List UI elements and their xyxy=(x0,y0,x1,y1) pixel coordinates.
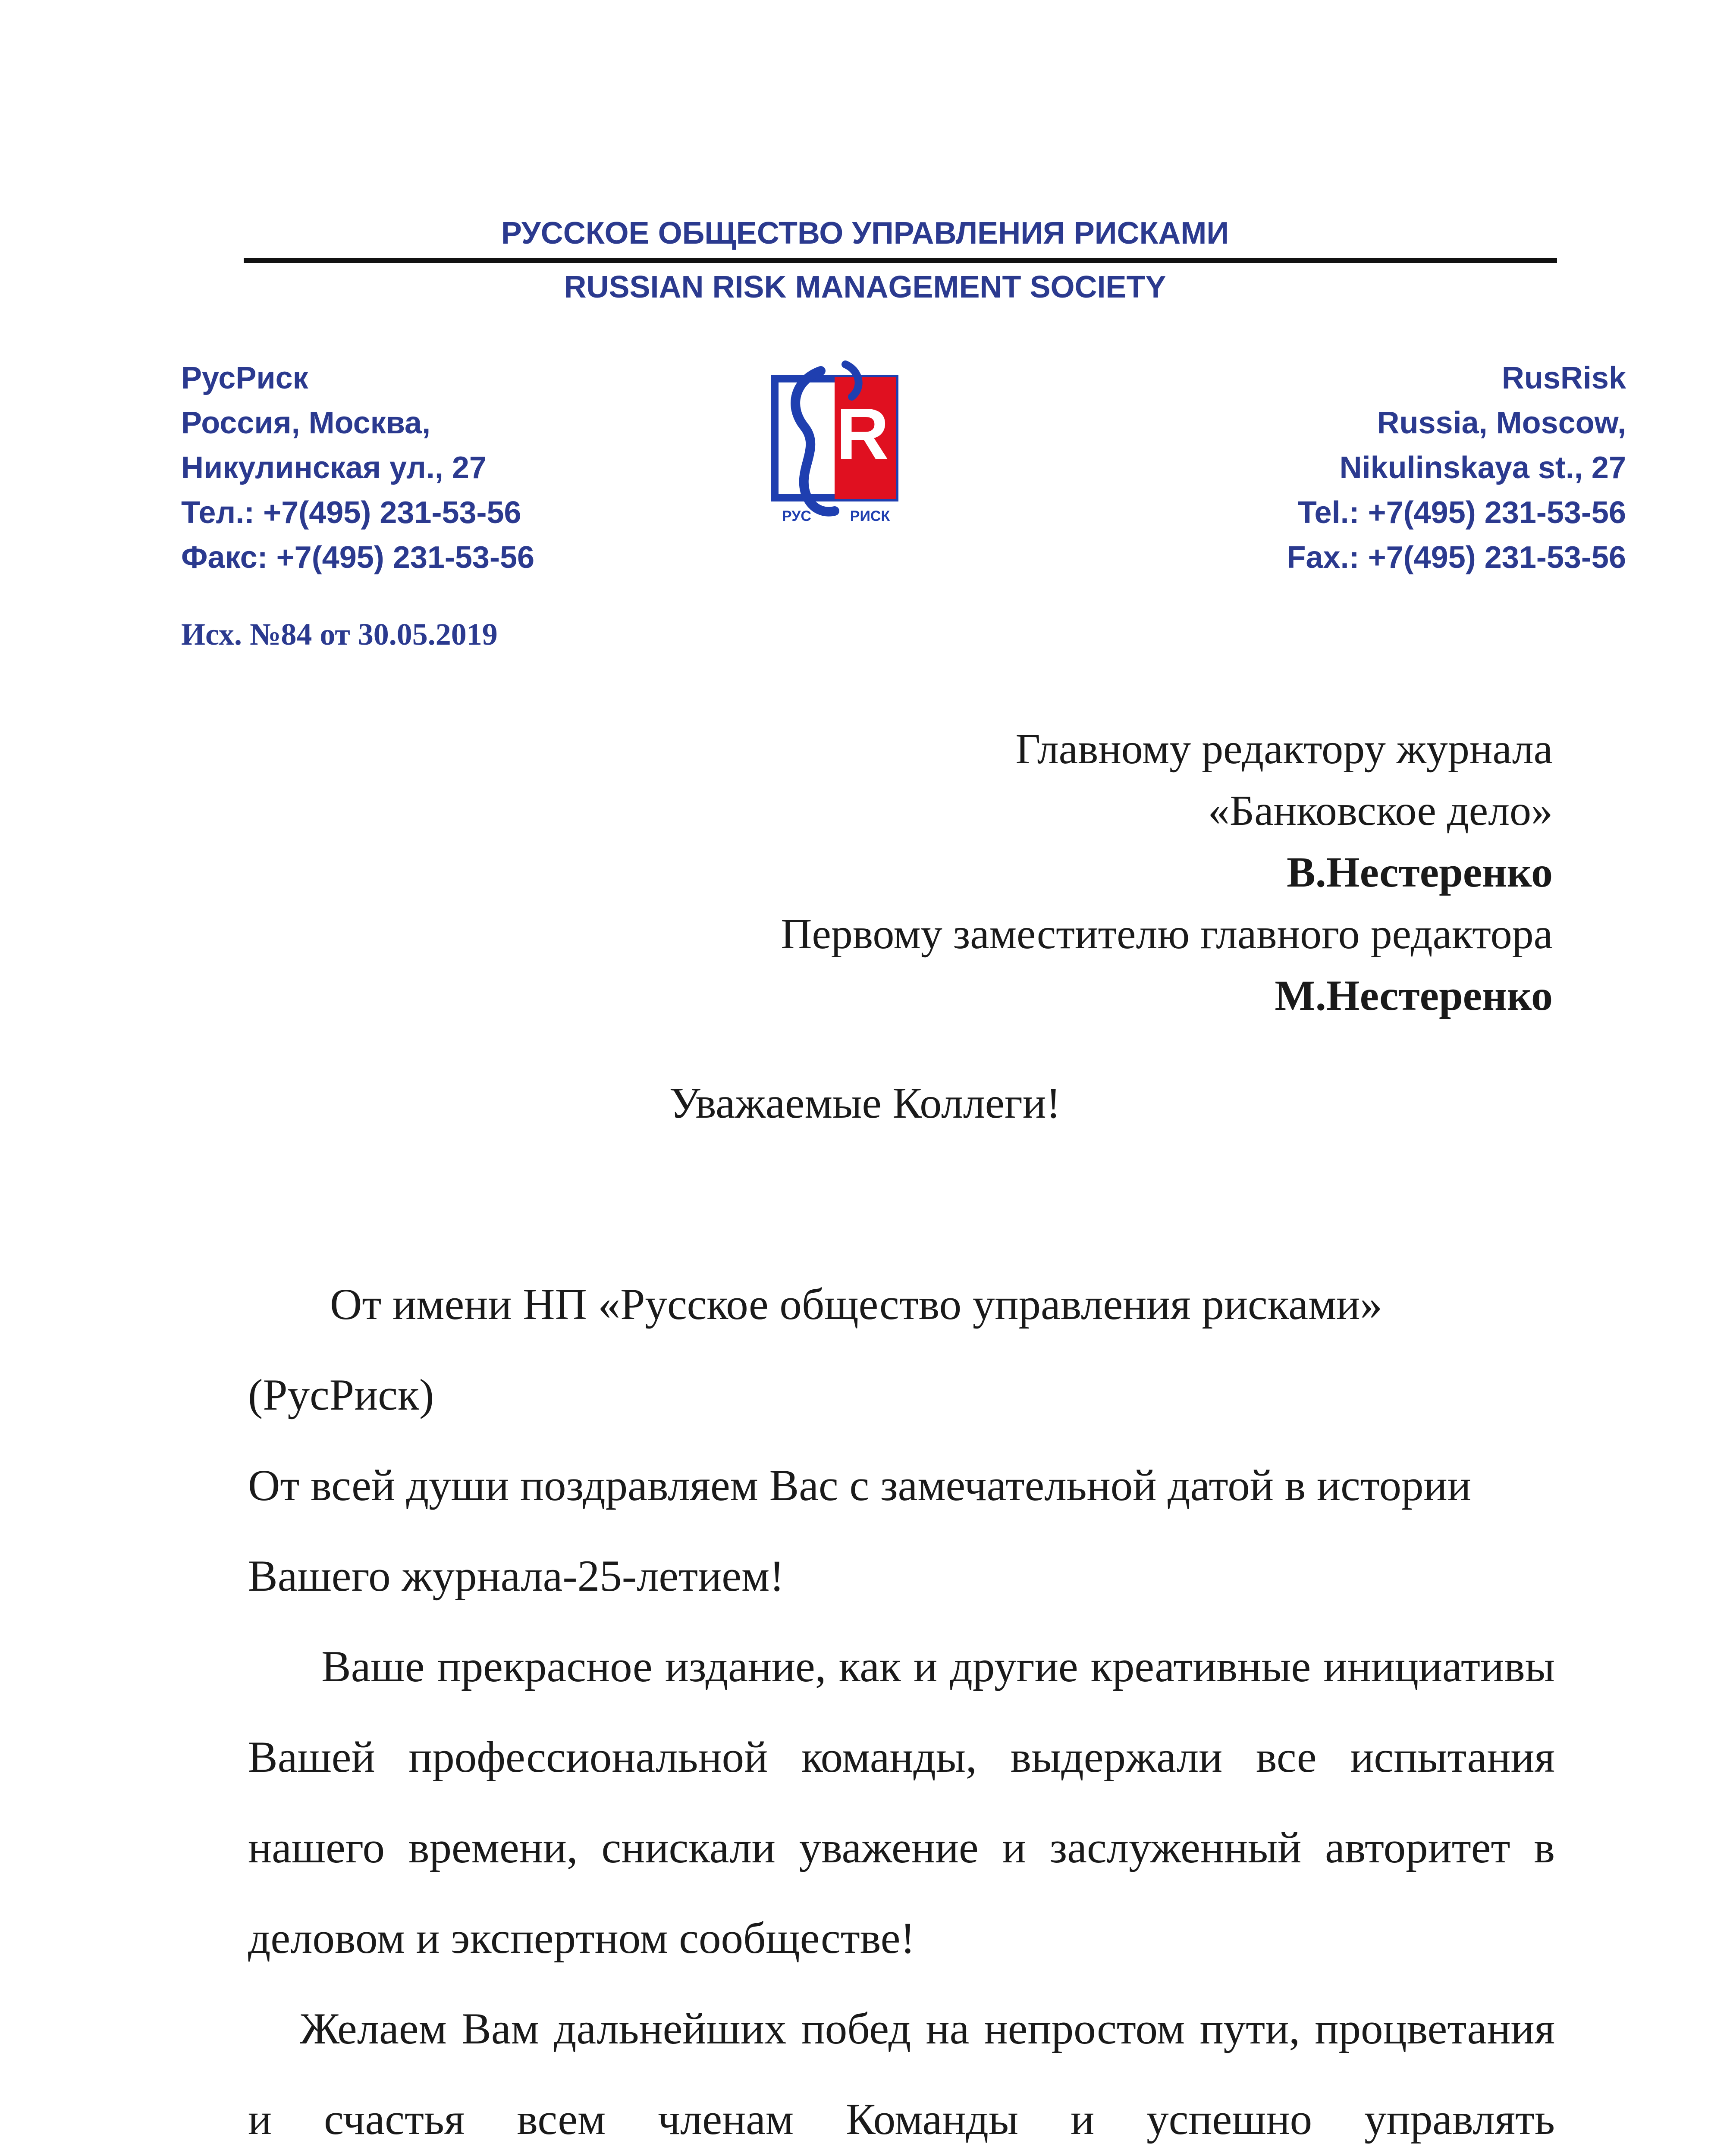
paragraph: Ваше прекрасное издание, как и другие креативные инициативы Вашей профессиональной команды, выдержали все испытания нашего времени, снискали уважение и заслуженный авторитет в деловом и экспертном сообществе! xyxy=(248,1642,1555,1963)
address-en-line: Fax.: +7(495) 231-53-56 xyxy=(1287,540,1626,575)
svg-text:R: R xyxy=(836,393,889,475)
address-en-line: Tel.: +7(495) 231-53-56 xyxy=(1297,495,1626,530)
org-name-ru: РУССКОЕ ОБЩЕСТВО УПРАВЛЕНИЯ РИСКАМИ xyxy=(501,216,1229,251)
paragraph: От имени НП «Русское общество управления рисками» (РусРиск) xyxy=(248,1280,1382,1420)
org-name-en: RUSSIAN RISK MANAGEMENT SOCIETY xyxy=(564,270,1166,304)
addressee-block xyxy=(690,718,1553,1026)
salutation: Уважаемые Коллеги! xyxy=(669,1079,1061,1128)
outgoing-reference: Исх. №84 от 30.05.2019 xyxy=(181,617,498,652)
address-ru-line: Тел.: +7(495) 231-53-56 xyxy=(181,495,521,530)
rusrisk-logo xyxy=(770,354,899,524)
addressee-name: М.Нестеренко xyxy=(1275,971,1553,1019)
address-en xyxy=(1251,356,1626,580)
address-ru-line: Факс: +7(495) 231-53-56 xyxy=(181,540,535,575)
header-rule xyxy=(244,258,1557,263)
address-ru-line: Никулинская ул., 27 xyxy=(181,451,487,485)
addressee-name: В.Нестеренко xyxy=(1287,848,1553,896)
paragraph: От всей души поздравляем Вас с замечательной датой в истории Вашего журнала-25-летием! xyxy=(248,1461,1471,1601)
paragraph: Желаем Вам дальнейших побед на непростом пути, процветания и счастья всем членам Команды и успешно управлять xyxy=(248,2004,1555,2144)
svg-text:РУС: РУС xyxy=(782,508,811,524)
addressee-line: Первому заместителю главного редактора xyxy=(781,910,1553,958)
svg-text:РИСК: РИСК xyxy=(850,508,890,524)
address-ru-line: РусРиск xyxy=(181,361,308,395)
letter-body xyxy=(248,1259,1555,2156)
address-ru-line: Россия, Москва, xyxy=(181,406,431,440)
address-en-line: RusRisk xyxy=(1501,361,1626,395)
addressee-line: Главному редактору журнала xyxy=(1015,725,1553,773)
address-en-line: Nikulinskaya st., 27 xyxy=(1339,451,1626,485)
address-ru xyxy=(181,356,534,580)
address-en-line: Russia, Moscow, xyxy=(1377,406,1626,440)
addressee-line: «Банковское дело» xyxy=(1208,787,1553,834)
